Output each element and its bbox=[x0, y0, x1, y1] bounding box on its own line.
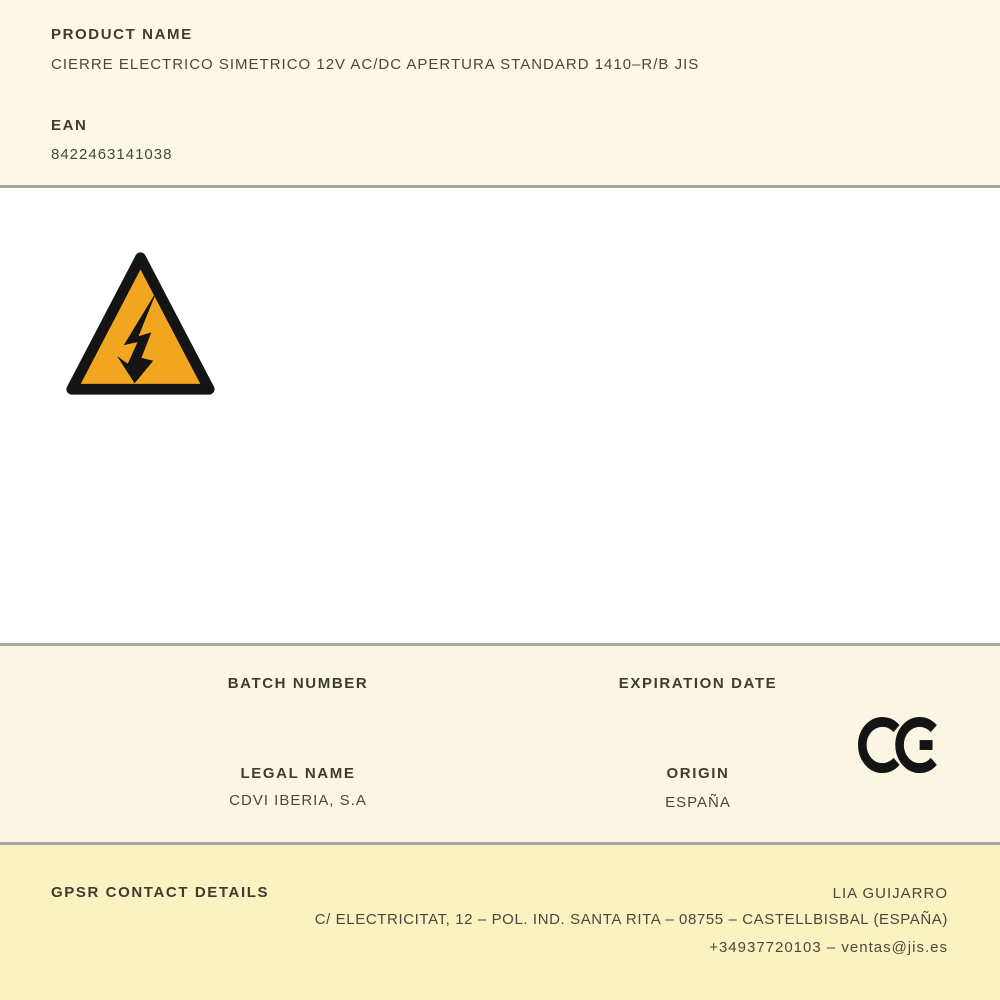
info-section bbox=[0, 646, 1000, 842]
product-name-label: PRODUCT NAME bbox=[51, 26, 193, 43]
product-name-value: CIERRE ELECTRICO SIMETRICO 12V AC/DC APERTURA STANDARD 1410–R/B JIS bbox=[51, 56, 700, 73]
section-divider bbox=[0, 185, 1000, 188]
legal-name-value: CDVI IBERIA, S.A bbox=[229, 792, 367, 809]
ean-value: 8422463141038 bbox=[51, 146, 173, 163]
gpsr-contact-phone-email: +34937720103 – ventas@jis.es bbox=[709, 939, 948, 956]
batch-number-label: BATCH NUMBER bbox=[227, 675, 369, 692]
gpsr-contact-name: LIA GUIJARRO bbox=[832, 885, 948, 902]
origin-label: ORIGIN bbox=[666, 765, 730, 782]
expiration-date-label: EXPIRATION DATE bbox=[618, 675, 778, 692]
gpsr-contact-address: C/ ELECTRICITAT, 12 – POL. IND. SANTA RITA – 08755 – CASTELLBISBAL (ESPAÑA) bbox=[314, 911, 948, 928]
ean-label: EAN bbox=[51, 117, 88, 134]
legal-name-label: LEGAL NAME bbox=[240, 765, 356, 782]
section-divider bbox=[0, 842, 1000, 845]
ce-mark-icon bbox=[858, 712, 944, 778]
gpsr-contact-label: GPSR CONTACT DETAILS bbox=[51, 884, 270, 901]
high-voltage-warning-icon bbox=[62, 244, 219, 403]
origin-value: ESPAÑA bbox=[665, 794, 731, 811]
section-divider bbox=[0, 643, 1000, 646]
